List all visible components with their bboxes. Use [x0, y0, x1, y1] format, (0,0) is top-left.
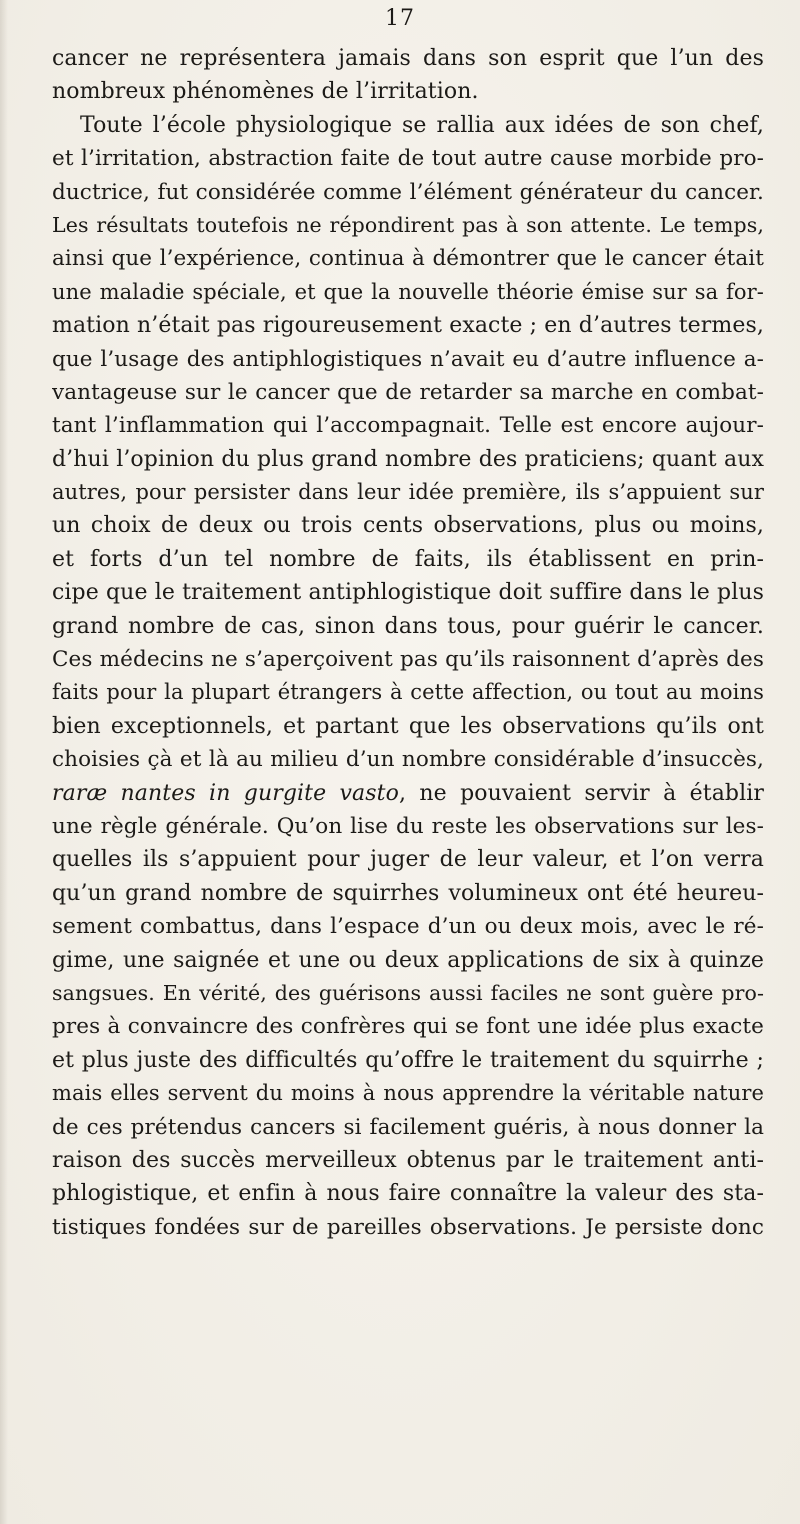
text-line: Toute l’école physiologique se rallia aux idées de son chef, — [80, 112, 764, 138]
text-line: raison des succès merveilleux obtenus par le traitement anti- — [52, 1147, 764, 1173]
text-line: grand nombre de cas, sinon dans tous, pour guérir le cancer. — [52, 613, 764, 639]
text-line: ductrice, fut considérée comme l’élément générateur du cancer. — [52, 179, 764, 205]
text-line: vantageuse sur le cancer que de retarder sa marche en combat- — [52, 379, 764, 405]
page-edge-shadow — [0, 0, 8, 1524]
text-line: cancer ne représentera jamais dans son esprit que l’un des — [52, 46, 764, 71]
text-line: qu’un grand nombre de squirrhes volumineux ont été heureu- — [52, 880, 764, 906]
text-line: choisies çà et là au milieu d’un nombre considérable d’insuccès, — [52, 747, 764, 773]
text-line: Ces médecins ne s’aperçoivent pas qu’ils raisonnent d’après des — [52, 647, 764, 673]
latin-quotation: raræ nantes in gurgite vasto — [52, 780, 399, 806]
text-line: ainsi que l’expérience, continua à démontrer que le cancer était — [52, 246, 764, 272]
text-line: nombreux phénomènes de l’irritation. — [52, 79, 479, 105]
text-line: sangsues. En vérité, des guérisons aussi faciles ne sont guère pro- — [52, 980, 764, 1005]
text-line: une règle générale. Qu’on lise du reste les observations sur les- — [52, 813, 764, 839]
text-line: quelles ils s’appuient pour juger de leur valeur, et l’on verra — [52, 847, 764, 873]
text-line: bien exceptionnels, et partant que les observations qu’ils ont — [52, 713, 764, 739]
text-line: d’hui l’opinion du plus grand nombre des praticiens; quant aux — [52, 446, 764, 472]
text-line: que l’usage des antiphlogistiques n’avait eu d’autre influence a- — [52, 346, 764, 372]
text-line: faits pour la plupart étrangers à cette affection, ou tout au moins — [52, 680, 764, 705]
text-line: un choix de deux ou trois cents observations, plus ou moins, — [52, 513, 764, 539]
text-line: Les résultats toutefois ne répondirent pas à son attente. Le temps, — [52, 212, 764, 237]
text-line: pres à convaincre des confrères qui se font une idée plus exacte — [52, 1014, 764, 1040]
text-line: tistiques fondées sur de pareilles observations. Je persiste donc — [52, 1214, 764, 1240]
text-line: mation n’était pas rigoureusement exacte ; en d’autres termes, — [52, 313, 764, 339]
text-line: et forts d’un tel nombre de faits, ils établissent en prin- — [52, 546, 764, 572]
text-line: cipe que le traitement antiphlogistique doit suffire dans le plus — [52, 580, 764, 606]
text-line: sement combattus, dans l’espace d’un ou deux mois, avec le ré- — [52, 914, 764, 940]
text-line: une maladie spéciale, et que la nouvelle théorie émise sur sa for- — [52, 279, 764, 304]
text-line: raræ nantes in gurgite vasto, ne pouvaient servir à établir — [52, 780, 764, 806]
page-number: 17 — [385, 6, 415, 31]
text-line: mais elles servent du moins à nous apprendre la véritable nature — [52, 1081, 764, 1106]
text-line: et l’irritation, abstraction faite de tout autre cause morbide pro- — [52, 146, 764, 172]
text-line: gime, une saignée et une ou deux applications de six à quinze — [52, 947, 764, 973]
text-line: tant l’inflammation qui l’accompagnait. Telle est encore aujour- — [52, 413, 764, 439]
text-line: et plus juste des difficultés qu’offre le traitement du squirrhe ; — [52, 1047, 764, 1073]
text-line: de ces prétendus cancers si facilement guéris, à nous donner la — [52, 1114, 764, 1140]
body-text — [52, 42, 764, 1244]
text-line: autres, pour persister dans leur idée première, ils s’appuient sur — [52, 480, 764, 505]
text-line: phlogistique, et enfin à nous faire connaître la valeur des sta- — [52, 1181, 764, 1207]
